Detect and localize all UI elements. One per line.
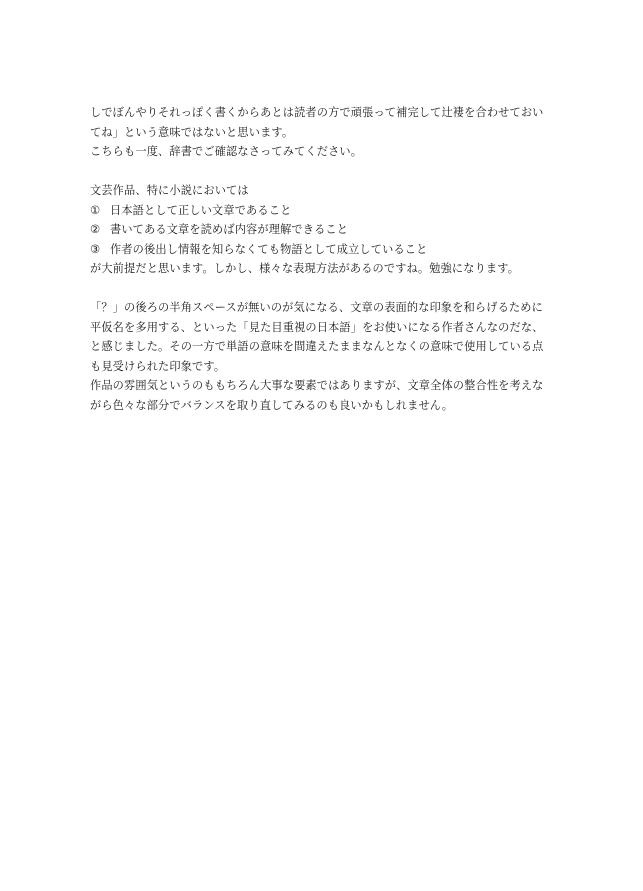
paragraph-3 [90,298,560,415]
text-line: しでぼんやりそれっぽく書くからあとは読者の方で頑張って補完して辻褄を合わせておい [90,106,544,119]
text-line: 「？」の後ろの半角スペースが無いのが気になる、文章の表面的な印象を和らげるために [90,301,543,314]
text-line: と感じました。その一方で単語の意味を間違えたままなんとなくの意味で使用している点 [90,340,544,353]
text-line: こちらも一度、辞書でご確認なさってみてください。 [90,145,363,158]
list-marker: ① [90,203,101,217]
text-line: 平仮名を多用する、といった「見た目重視の日本語」をお使いになる作者さんなのだな、 [90,320,544,334]
list-item-text: 日本語として正しい文章であること [110,203,292,217]
list-marker: ② [90,223,101,236]
list-item [90,220,560,240]
list-item [90,240,560,260]
list-marker: ③ [90,242,101,256]
list-item-text: 作者の後出し情報を知らなくても物語として成立していること [110,242,428,256]
document-body [90,103,560,435]
text-line: がら色々な部分でバランスを取り直してみるのも良いかもしれません。 [90,398,454,412]
paragraph-1 [90,103,560,162]
text-line: てね」という意味ではないと思います。 [90,125,294,139]
list-item-text: 書いてある文章を読めば内容が理解できること [110,223,349,236]
list-item [90,201,560,221]
list-outro: が大前提だと思います。しかし、様々な表現方法があるのですね。勉強になります。 [90,262,520,275]
list-intro: 文芸作品、特に小説においては [90,184,249,197]
text-line: も見受けられた印象です。 [90,359,226,373]
text-line: 作品の雰囲気というのももちろん大事な要素ではありますが、文章全体の整合性を考えな [90,379,544,392]
paragraph-2 [90,181,560,279]
